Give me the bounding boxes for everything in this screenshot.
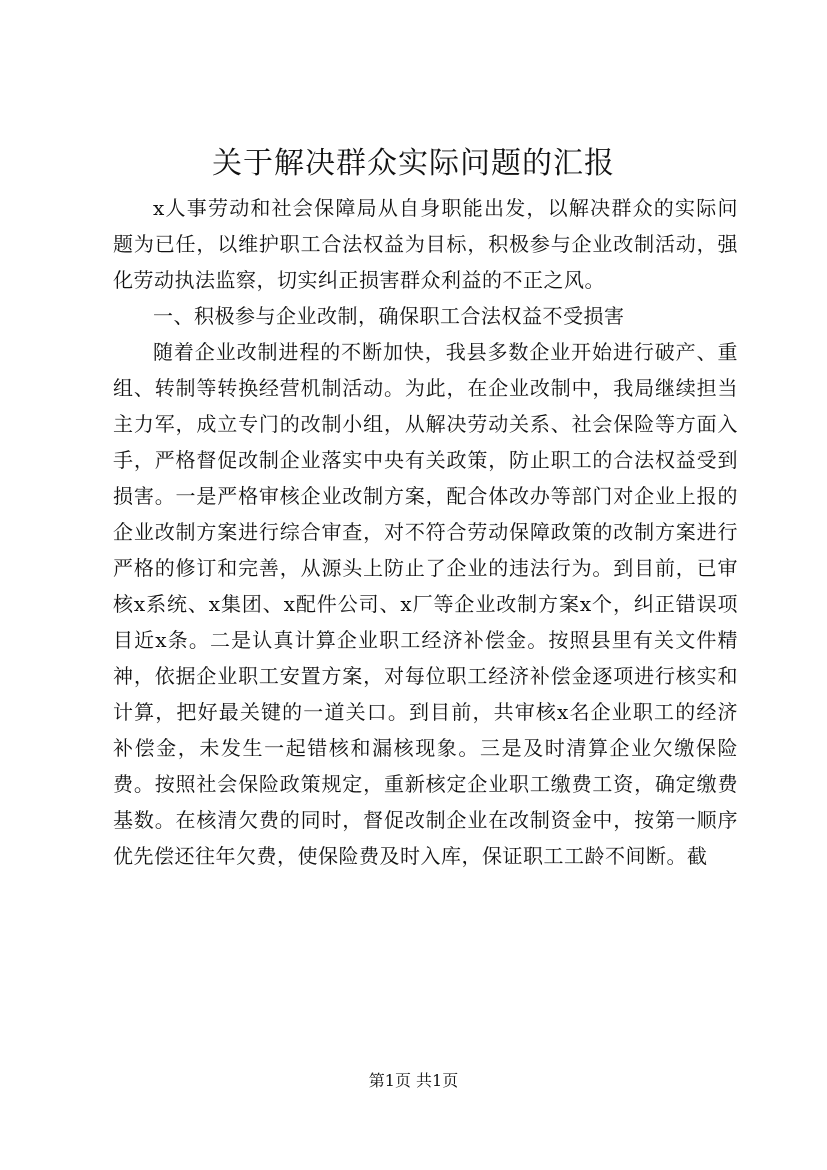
document-title: 关于解决群众实际问题的汇报 (212, 146, 615, 181)
section-heading: 一、积极参与企业改制，确保职工合法权益不受损害 (153, 304, 625, 328)
page-footer: 第1页 共1页 (368, 1071, 459, 1090)
intro-paragraph: x人事劳动和社会保障局从自身职能出发，以解决群众的实际问题为已任，以维护职工合法权益为目标，积极参与企业改制活动，强化劳动执法监察，切实纠正损害群众利益的不正之风。 (113, 196, 738, 292)
document-body (113, 190, 738, 874)
body-paragraph: 随着企业改制进程的不断加快，我县多数企业开始进行破产、重组、转制等转换经营机制活动。为此，在企业改制中，我局继续担当主力军，成立专门的改制小组，从解决劳动关系、社会保险等方面入手，严格督促改制企业落实中央有关政策，防止职工的合法权益受到损害。一是严格审核企业改制方案，配合体改办等部门对企业上报的企业改制方案进行综合审查，对不符合劳动保障政策的改制方案进行严格的修订和完善，从源头上防止了企业的违法行为。到目前，已审核x系统、x集团、x配件公司、x厂等企业改制方案x个，纠正错误项目近x条。二是认真计算企业职工经济补偿金。按照县里有关文件精神，依据企业职工安置方案，对每位职工经济补偿金逐项进行核实和计算，把好最关键的一道关口。到目前，共审核x名企业职工的经济补偿金，未发生一起错核和漏核现象。三是及时清算企业欠缴保险费。按照社会保险政策规定，重新核定企业职工缴费工资，确定缴费基数。在核清欠费的同时，督促改制企业在改制资金中，按第一顺序优先偿还往年欠费，使保险费及时入库，保证职工工龄不间断。截 (113, 340, 738, 868)
